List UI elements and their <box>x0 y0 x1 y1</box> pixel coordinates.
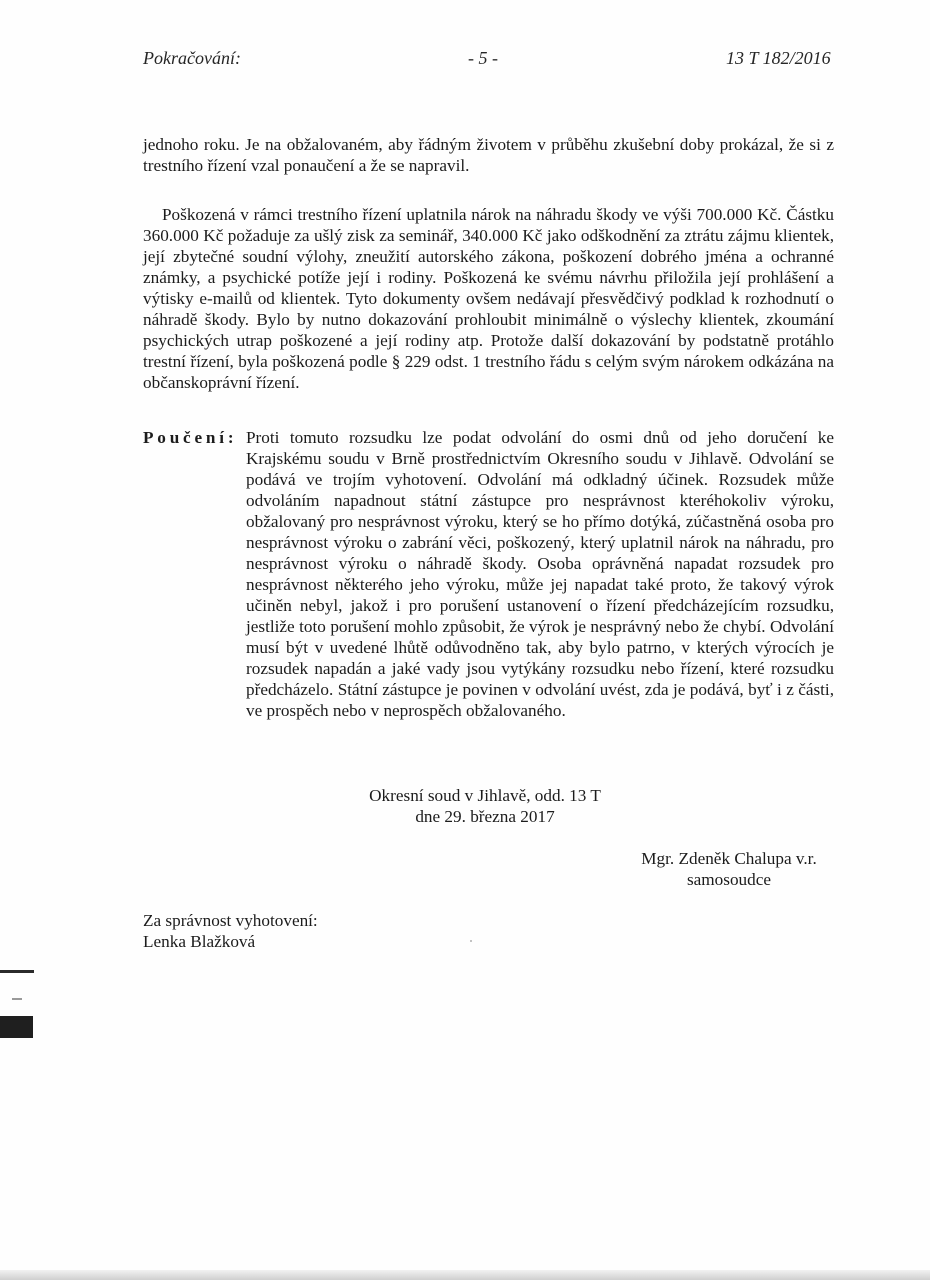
paragraph-damages-claim: Poškozená v rámci trestního řízení uplatnila nárok na náhradu škody ve výši 700.000 Kč. Částku 360.000 Kč požaduje za ušlý zisk za seminář, 340.000 Kč jako odškodnění za ztrátu zájmu klientek, její zbytečné soudní výlohy, zneužití autorského zákona, poškození dobrého jména a ochranné známky, a psychické potíže její i rodiny. Poškozená ke svému návrhu přiložila její prohlášení a výtisky e-mailů od klientek. Tyto dokumenty ovšem nedávají přesvědčivý podklad k rozhodnutí o náhradě škody. Bylo by nutno dokazování prohloubit minimálně o výslechy klientek, zkoumání psychických utrap poškozené a její rodiny atp. Protože další dokazování by podstatně protáhlo trestní řízení, byla poškozená podle § 229 odst. 1 trestního řádu s celým svým nárokem odkázána na občanskoprávní řízení. <box>143 205 834 392</box>
court-name: Okresní soud v Jihlavě, odd. 13 T <box>369 786 601 805</box>
scan-bottom-edge <box>0 1270 930 1280</box>
scan-artifact-line <box>0 970 34 973</box>
scan-artifact-dot <box>470 940 472 942</box>
scan-artifact-mark <box>12 998 22 1000</box>
certification-name: Lenka Blažková <box>143 932 256 951</box>
instruction-label: Poučení: <box>143 428 238 447</box>
decision-date: dne 29. března 2017 <box>415 807 555 826</box>
page-number: - 5 - <box>468 48 498 68</box>
instruction-text: Proti tomuto rozsudku lze podat odvolání do osmi dnů od jeho doručení ke Krajskému soudu v Brně prostřednictvím Okresního soudu v Jihlavě. Odvolání se podává ve trojím vyhotovení. Odvolání má odkladný účinek. Rozsudek může odvoláním napadnout státní zástupce pro nesprávnost kteréhokoliv výroku, obžalovaný pro nesprávnost výroku, který se ho přímo dotýká, zúčastněná osoba pro nesprávnost výroku o zabrání věci, poškozený, který uplatnil nárok na náhradu, pro nesprávnost výroku o náhradě škody. Osoba oprávněná napadat rozsudek pro nesprávnost některého jeho výroku, může jej napadat také proto, že takový výrok učiněn nebyl, jakož i pro porušení ustanovení o řízení předcházejícím rozsudku, jestliže toto porušení mohlo způsobit, že výrok je nesprávný nebo že chybí. Odvolání musí být v uvedené lhůtě odůvodněno tak, aby bylo patrno, v kterých výrocích je rozsudek napadán a jaké vady jsou vytýkány rozsudku nebo řízení, které rozsudku předcházelo. Státní zástupce je povinen v odvolání uvést, zda je podává, byť i z části, ve prospěch nebo v neprospěch obžalovaného. <box>246 428 834 720</box>
case-number: 13 T 182/2016 <box>726 48 831 68</box>
certification-label: Za správnost vyhotovení: <box>143 911 318 930</box>
judge-name: Mgr. Zdeněk Chalupa v.r. <box>641 849 817 868</box>
paragraph-probation: jednoho roku. Je na obžalovaném, aby řádným životem v průběhu zkušební doby prokázal, že si z trestního řízení vzal ponaučení a že se napravil. <box>143 135 834 175</box>
header-continuation: Pokračování: <box>143 48 241 68</box>
scan-artifact-block <box>0 1016 33 1038</box>
judge-role: samosoudce <box>686 870 771 889</box>
